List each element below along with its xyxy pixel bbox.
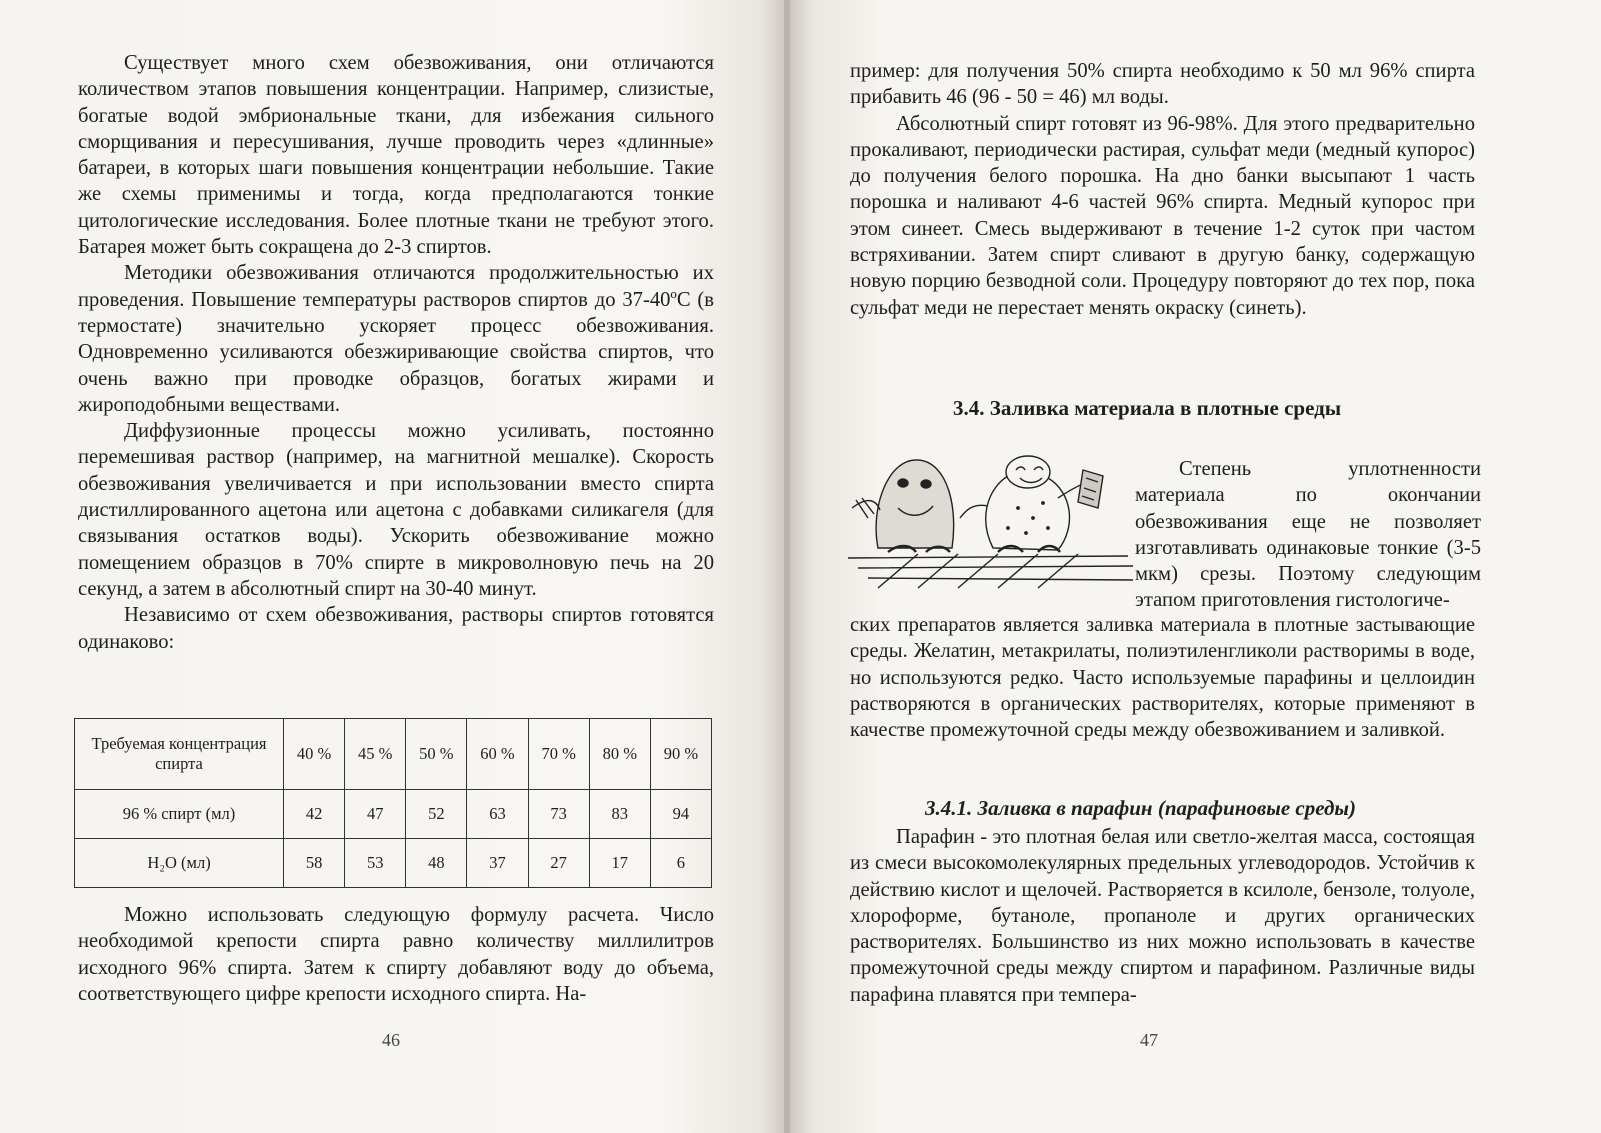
table-column-header: 50 % xyxy=(406,719,467,790)
paragraph: Существует много схем обезвоживания, они отличаются количеством этапов повышения концентрации. Например, слизистые, богатые водой эмбриональные ткани, для избежания сильного сморщивания и пересушивания, лучше проводить через «длинные» батареи, в которых шаги повышения концентрации небольшие. Такие же схемы применимы и тогда, когда предполагаются тонкие цитологические исследования. Более плотные ткани не требуют этого. Батарея может быть сокращена до 2-3 спиртов. xyxy=(78,52,714,259)
paragraph: Методики обезвоживания отличаются продолжительностью их проведения. Повышение температуры растворов спиртов до 37-40ºC (в термостате) значительно ускоряет процесс обезвоживания. Одновременно усиливаются обезжиривающие свойства спиртов, что очень важно при проводке образцов, богатых жирами и жироподобными веществами. xyxy=(78,262,714,416)
table-cell: 6 xyxy=(650,839,711,888)
alcohol-dilution-table xyxy=(74,718,712,888)
left-text-top xyxy=(78,50,714,655)
table-cell: 17 xyxy=(589,839,650,888)
table-column-header: 60 % xyxy=(467,719,528,790)
paragraph: Абсолютный спирт готовят из 96-98%. Для этого предварительно прокаливают, периодически растирая, сульфат меди (медный купорос) до получения белого порошка. На дно банки высыпают 1 часть порошка и наливают 4-6 частей 96% спирта. Медный купорос при этом синеет. Смесь выдерживают в течение 1-2 суток при частом встряхивании. Затем спирт сливают в другую банку, содержащую новую порцию безводной соли. Процедуру повторяют до тех пор, пока сульфат меди не перестает менять окраску (синеть). xyxy=(850,112,1475,319)
right-text-top xyxy=(850,58,1475,321)
paragraph: Степень уплотненности материала по окончании обезвоживания еще не позволяет изготавливать одинаковые тонкие (3-5 мкм) срезы. Поэтому следующим этапом приготовления гистологиче- xyxy=(1135,458,1481,612)
table-cell: 83 xyxy=(589,790,650,839)
section-heading: 3.4. Заливка материала в плотные среды xyxy=(953,396,1342,420)
left-text-bottom xyxy=(78,902,714,1007)
table-cell: 53 xyxy=(345,839,406,888)
table-cell: 48 xyxy=(406,839,467,888)
table-row-label: 96 % спирт (мл) xyxy=(75,790,284,839)
table-column-header: 40 % xyxy=(284,719,345,790)
paragraph: пример: для получения 50% спирта необходимо к 50 мл 96% спирта прибавить 46 (96 - 50 = 46) мл воды. xyxy=(850,60,1475,109)
table-column-header: 80 % xyxy=(589,719,650,790)
table-cell: 37 xyxy=(467,839,528,888)
table-column-header: 90 % xyxy=(650,719,711,790)
cartoon-illustration xyxy=(848,448,1133,590)
paragraph: Парафин - это плотная белая или светло-желтая масса, состоящая из смеси высокомолекулярных предельных углеводородов. Устойчив к действию кислот и щелочей. Растворяется в ксилоле, бензоле, толуоле, хлороформе, бутаноле, пропаноле и других органических растворителях. Большинство из них можно использовать в качестве промежуточной среды между спиртом и парафином. Различные виды парафина плавятся при темпера- xyxy=(850,826,1475,1006)
page-number-right: 47 xyxy=(1140,1030,1158,1050)
table-cell: 58 xyxy=(284,839,345,888)
table-cell: 52 xyxy=(406,790,467,839)
paragraph: Диффузионные процессы можно усиливать, постоянно перемешивая раствор (например, на магнитной мешалке). Скорость обезвоживания увеличивается и при использовании вместо спирта дистиллированного ацетона или ацетона с добавками силикагеля (для связывания остатков воды). Ускорить обезвоживание можно помещением образцов в 70% спирте в микроволновую печь на 20 секунд, а затем в абсолютный спирт на 30-40 минут. xyxy=(78,420,714,600)
right-text-bottom xyxy=(850,824,1475,1008)
table-cell: 42 xyxy=(284,790,345,839)
table-row xyxy=(75,790,712,839)
table-cell: 63 xyxy=(467,790,528,839)
paragraph: Можно использовать следующую формулу расчета. Число необходимой крепости спирта равно количеству миллилитров исходного 96% спирта. Затем к спирту добавляют воду до объема, соответствующего цифре крепости исходного спирта. На- xyxy=(78,904,714,1005)
wrapped-text xyxy=(1135,456,1481,614)
left-page xyxy=(0,0,784,1133)
table-cell: 94 xyxy=(650,790,711,839)
paragraph: Независимо от схем обезвоживания, растворы спиртов готовятся одинаково: xyxy=(78,604,714,653)
table-cell: 27 xyxy=(528,839,589,888)
table-header-row xyxy=(75,719,712,790)
right-text-middle xyxy=(850,612,1475,743)
subsection-heading: 3.4.1. Заливка в парафин (парафиновые среды) xyxy=(925,796,1356,820)
table-header-label: Требуемая концентрация спирта xyxy=(75,719,284,790)
table-row xyxy=(75,839,712,888)
table-row-label: H₂O (мл) xyxy=(75,839,284,888)
paragraph: ских препаратов является заливка материала в плотные застывающие среды. Желатин, метакрилаты, полиэтиленгликоли растворимы в воде, но используются редко. Часто используемые парафины и целлоидин растворяются в органических растворителях, которые применяют в качестве промежуточной среды между обезвоживанием и заливкой. xyxy=(850,614,1475,742)
table-column-header: 45 % xyxy=(345,719,406,790)
table-column-header: 70 % xyxy=(528,719,589,790)
table-cell: 73 xyxy=(528,790,589,839)
page-number-left: 46 xyxy=(382,1030,400,1050)
table-cell: 47 xyxy=(345,790,406,839)
